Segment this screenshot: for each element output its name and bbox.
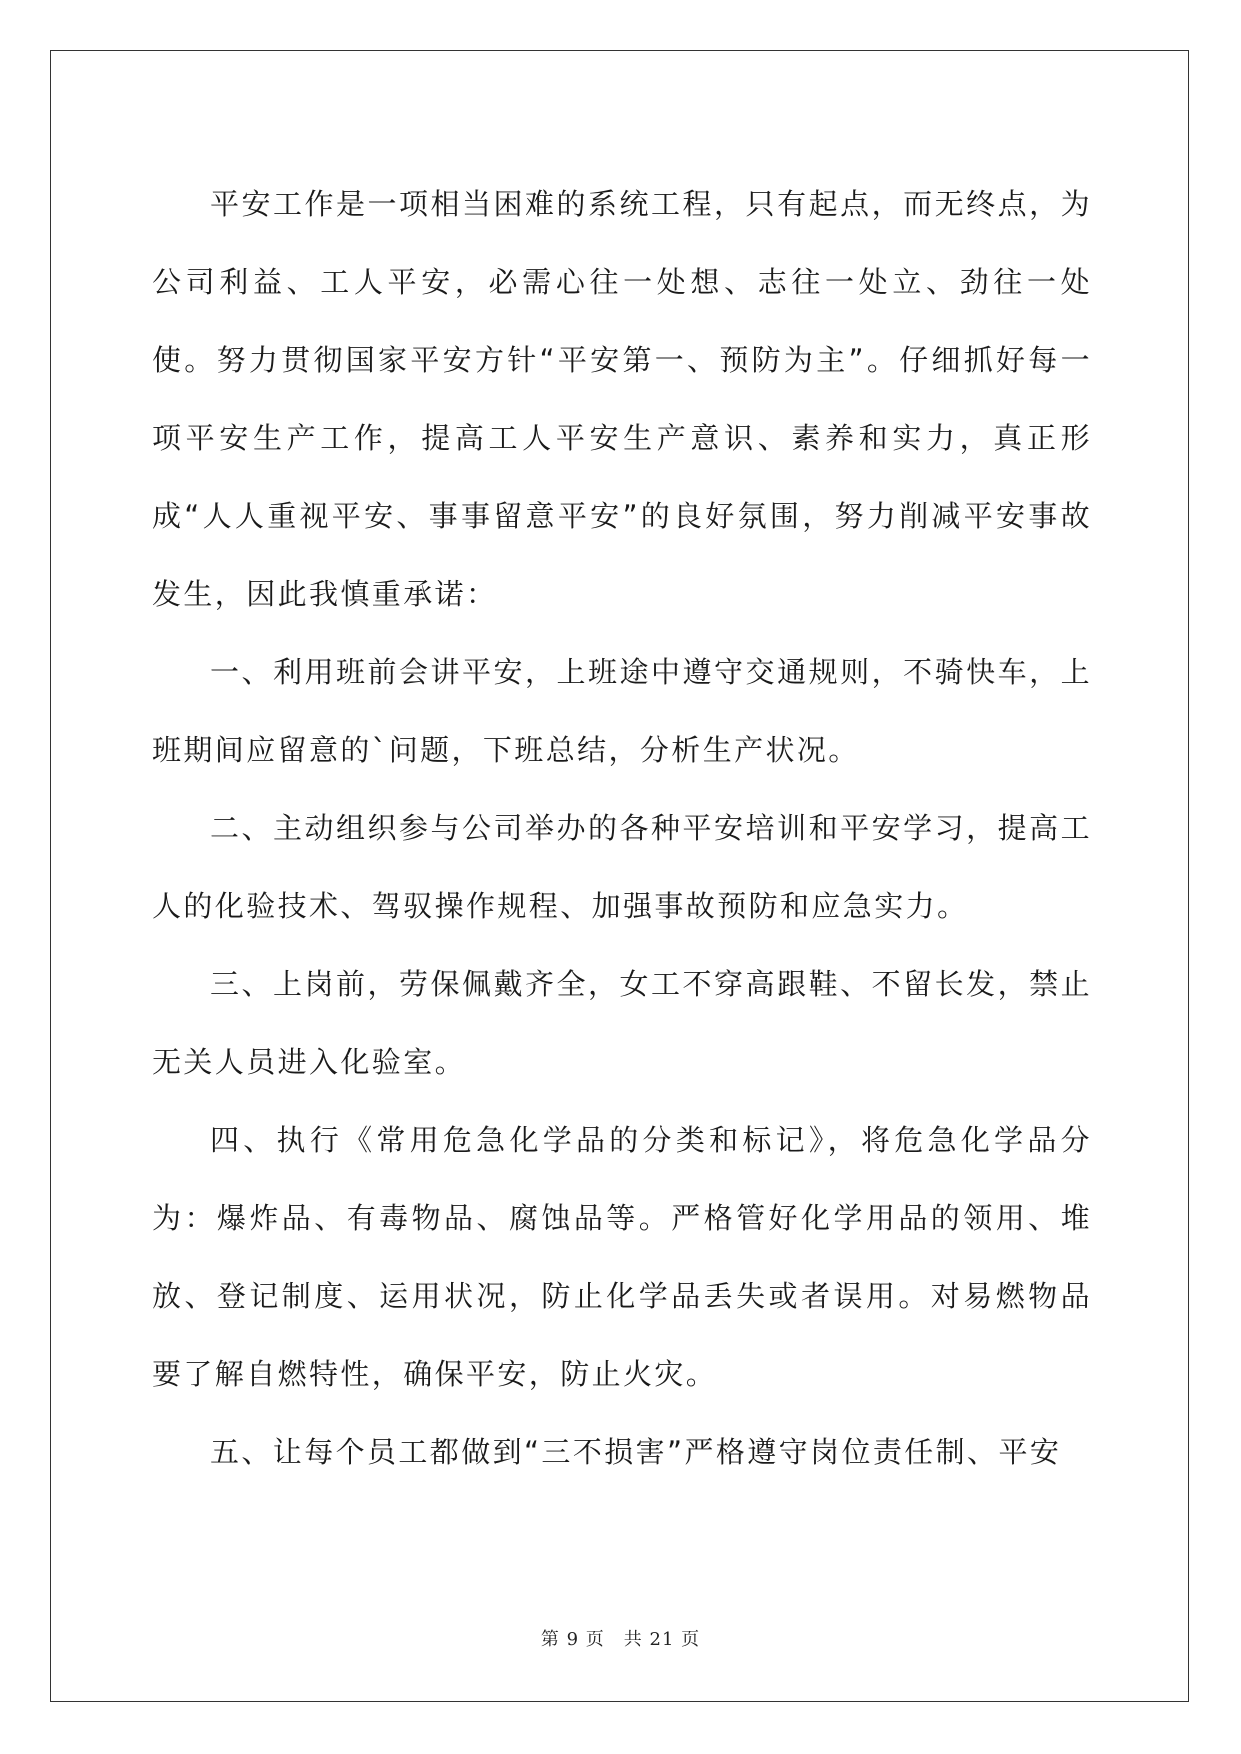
paragraph-item-5: 五、让每个员工都做到“三不损害”严格遵守岗位责任制、平安: [210, 1435, 1062, 1469]
paragraph-item-1: 一、利用班前会讲平安，上班途中遵守交通规则，不骑快车，上班期间应留意的`问题，下班总结，分析生产状况。: [152, 655, 1092, 767]
page-number-footer: 第 9 页 共 21 页: [540, 1629, 701, 1650]
paragraph-item-3: 三、上岗前，劳保佩戴齐全，女工不穿高跟鞋、不留长发，禁止无关人员进入化验室。: [152, 967, 1092, 1079]
paragraph-item-4: 四、执行《常用危急化学品的分类和标记》，将危急化学品分为：爆炸品、有毒物品、腐蚀品等。严格管好化学用品的领用、堆放、登记制度、运用状况，防止化学品丢失或者误用。对易燃物品要了解自燃特性，确保平安，防止火灾。: [152, 1123, 1092, 1391]
paragraph-intro: 平安工作是一项相当困难的系统工程，只有起点，而无终点，为公司利益、工人平安，必需心往一处想、志往一处立、劲往一处使。努力贯彻国家平安方针“平安第一、预防为主”。仔细抓好每一项平安生产工作，提高工人平安生产意识、素养和实力，真正形成“人人重视平安、事事留意平安”的良好氛围，努力削减平安事故发生，因此我慎重承诺：: [152, 187, 1092, 611]
document-body: [152, 165, 1092, 1491]
paragraph-item-2: 二、主动组织参与公司举办的各种平安培训和平安学习，提高工人的化验技术、驾驭操作规程、加强事故预防和应急实力。: [152, 811, 1092, 923]
